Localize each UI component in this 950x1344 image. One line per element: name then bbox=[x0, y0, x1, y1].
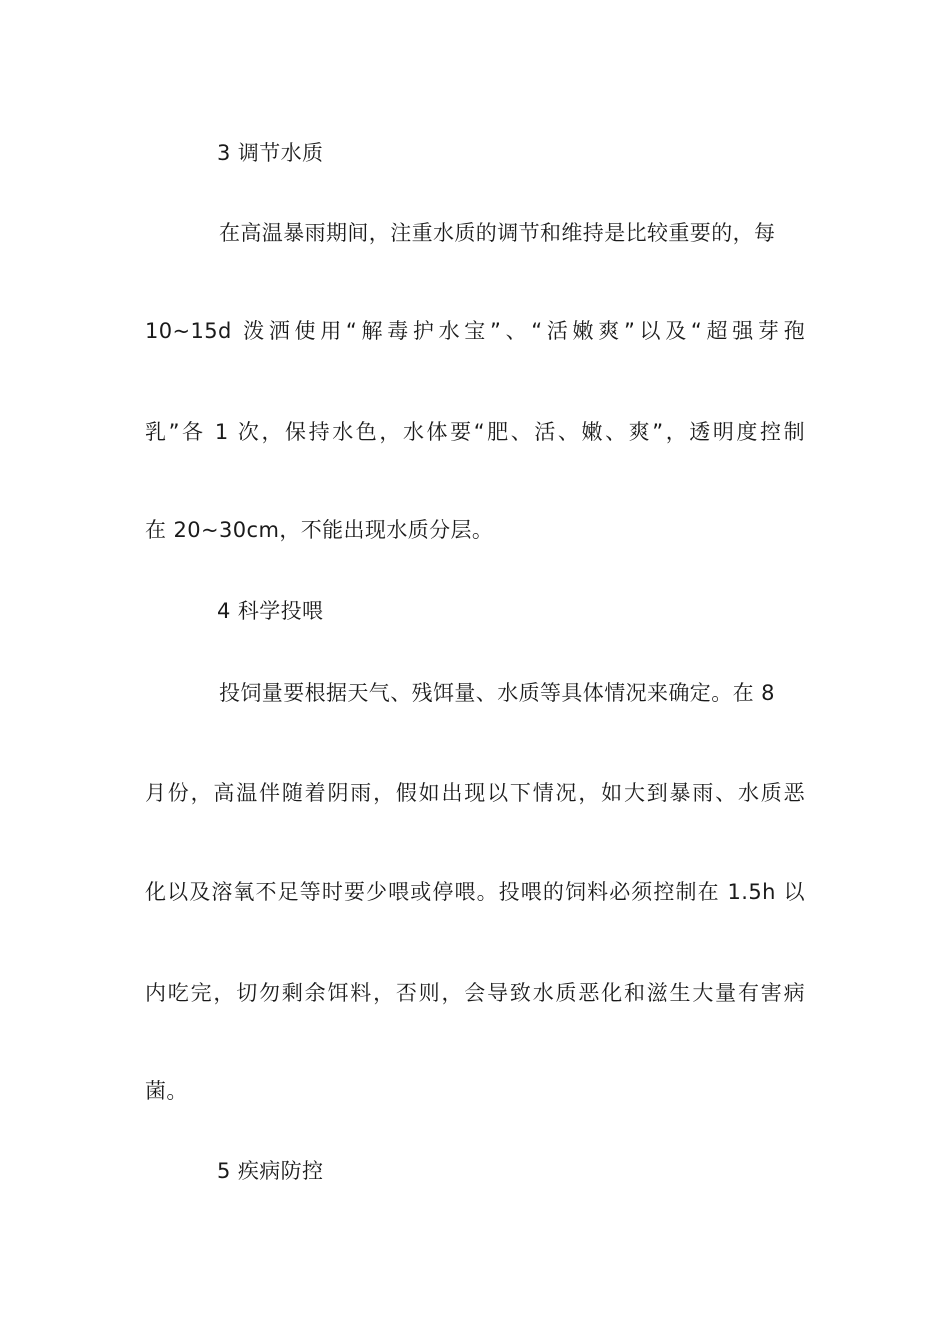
paragraph-line: 在高温暴雨期间，注重水质的调节和维持是比较重要的，每 bbox=[219, 221, 776, 245]
section-heading-feeding: 4 科学投喂 bbox=[217, 599, 324, 623]
paragraph-line: 内吃完，切勿剩余饵料，否则，会导致水质恶化和滋生大量有害病 bbox=[145, 981, 805, 1005]
paragraph-line: 月份，高温伴随着阴雨，假如出现以下情况，如大到暴雨、水质恶 bbox=[145, 781, 805, 805]
paragraph-line: 乳”各 1 次，保持水色，水体要“肥、活、嫩、爽”，透明度控制 bbox=[145, 420, 805, 444]
paragraph-line: 在 20~30cm，不能出现水质分层。 bbox=[145, 518, 494, 542]
paragraph-line: 10~15d 泼洒使用“解毒护水宝”、“活嫩爽”以及“超强芽孢 bbox=[145, 319, 805, 343]
section-heading-water-quality: 3 调节水质 bbox=[217, 141, 324, 165]
section-heading-disease-control: 5 疾病防控 bbox=[217, 1159, 324, 1183]
paragraph-line: 投饲量要根据天气、残饵量、水质等具体情况来确定。在 8 bbox=[219, 681, 775, 705]
paragraph-line: 化以及溶氧不足等时要少喂或停喂。投喂的饲料必须控制在 1.5h 以 bbox=[145, 880, 805, 904]
paragraph-line: 菌。 bbox=[145, 1079, 188, 1103]
